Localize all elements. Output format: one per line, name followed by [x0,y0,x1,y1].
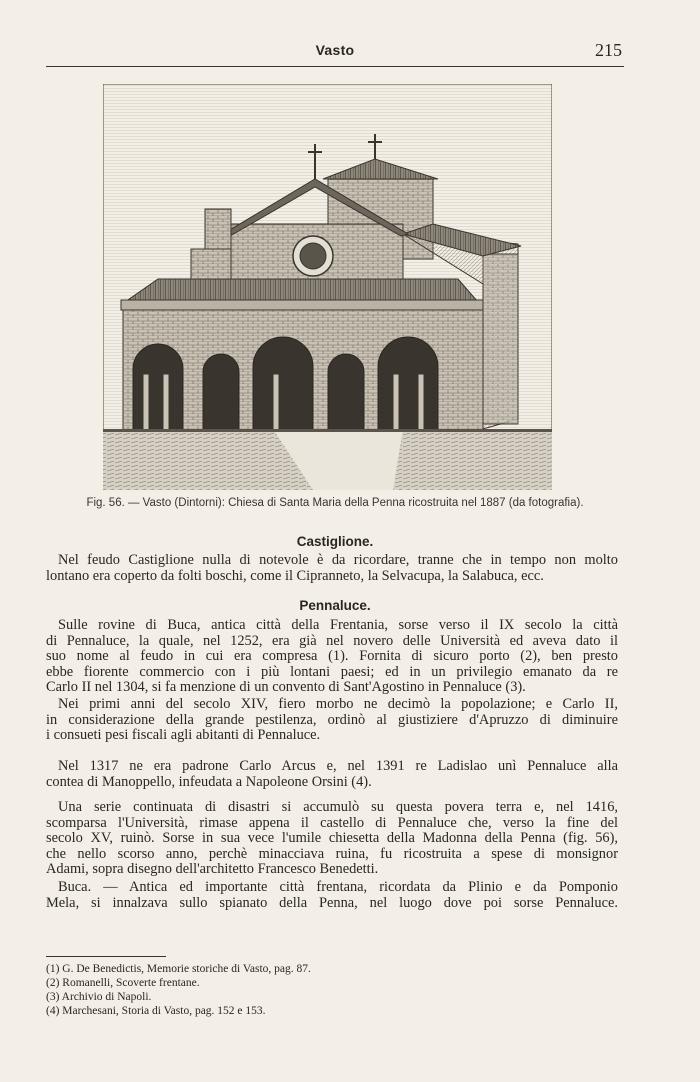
section-heading-pennaluce: Pennaluce. [299,598,371,613]
text-line: i consueti pesi fiscali agli abitanti di Pennaluce. [46,727,321,744]
footnote: (3) Archivio di Napoli. [46,991,152,1003]
church-engraving [103,84,552,490]
paragraph-pennaluce-1 [46,617,618,696]
text-line: Sulle rovine di Buca, antica città della Frentania, sorse verso il IX secolo la città [58,617,618,633]
running-head [46,40,624,62]
paragraph-pennaluce-4 [46,799,618,878]
text-line: Nei primi anni del secolo XIV, fiero morbo ne decimò la popolazione; e Carlo II, [58,696,618,712]
footnote: (1) G. De Benedictis, Memorie storiche di Vasto, pag. 87. [46,963,311,975]
text-line: contea di Manoppello, infeudata a Napoleone Orsini (4). [46,773,372,790]
text-line: Carlo II nel 1304, si fa menzione di un convento di Sant'Agostino in Pennaluce (3). [46,679,526,696]
paragraph-pennaluce-3 [46,758,618,790]
section-heading-castiglione: Castiglione. [296,534,374,549]
text-line: suo nome al feudo in cui era compresa (1). Fornita di sicuro porto (2), ben presto [46,648,618,665]
page-number: 215 [595,40,622,60]
text-line: ebbe fiorente commercio con i più lontani paesi; ed in un privilegio emanato da re [46,663,618,680]
footnotes [46,962,606,1018]
text-line: Una serie continuata di disastri si accumulò su questa povera terra e, nel 1416, [58,799,618,815]
text-line: Nel 1317 ne era padrone Carlo Arcus e, nel 1391 re Ladislao unì Pennaluce alla [58,758,618,774]
text-line: di Pennaluce, la quale, nel 1252, era già nel novero delle Università ed aveva dato il [46,632,618,649]
text-line: Buca. — Antica ed importante città frentana, ricordata da Plinio e da Pomponio [58,879,618,895]
text-line: Nel feudo Castiglione nulla di notevole è da ricordare, tranne che in tempo non molto [58,552,618,568]
running-title: Vasto [315,42,355,58]
text-line: lontano era coperto da folti boschi, come il Cipranneto, la Selvacupa, la Salabuca, ecc. [46,567,544,584]
footnote-rule [46,956,166,957]
text-line: scomparsa l'Università, rimase appena il castello di Pennaluce che, verso la fine del [46,814,618,831]
text-line: in considerazione della grande pestilenza, ordinò al giustiziere d'Apruzzo di diminuire [46,711,618,728]
header-rule [46,66,624,67]
text-line: Mela, si innalzava sullo spianato della Penna, nel luogo dove poi sorse Pennaluce. [46,894,618,911]
figure-caption: Fig. 56. — Vasto (Dintorni): Chiesa di Santa Maria della Penna ricostruita nel 1887 (da fotografia). [86,497,584,509]
text-line: secolo XV, ruinò. Sorse in sua vece l'umile chiesetta della Madonna della Penna (fig. 56), [46,830,618,847]
text-line: che nello scorso anno, perchè minacciava ruina, fu ricostruita a spese di monsignor [46,845,618,862]
text-line: Adami, sopra disegno dell'architetto Francesco Benedetti. [46,861,379,878]
paragraph-buca [46,879,618,911]
footnote: (2) Romanelli, Scoverte frentane. [46,977,200,989]
footnote: (4) Marchesani, Storia di Vasto, pag. 152 e 153. [46,1005,266,1017]
paragraph-castiglione [46,552,618,584]
paragraph-pennaluce-2 [46,696,618,744]
